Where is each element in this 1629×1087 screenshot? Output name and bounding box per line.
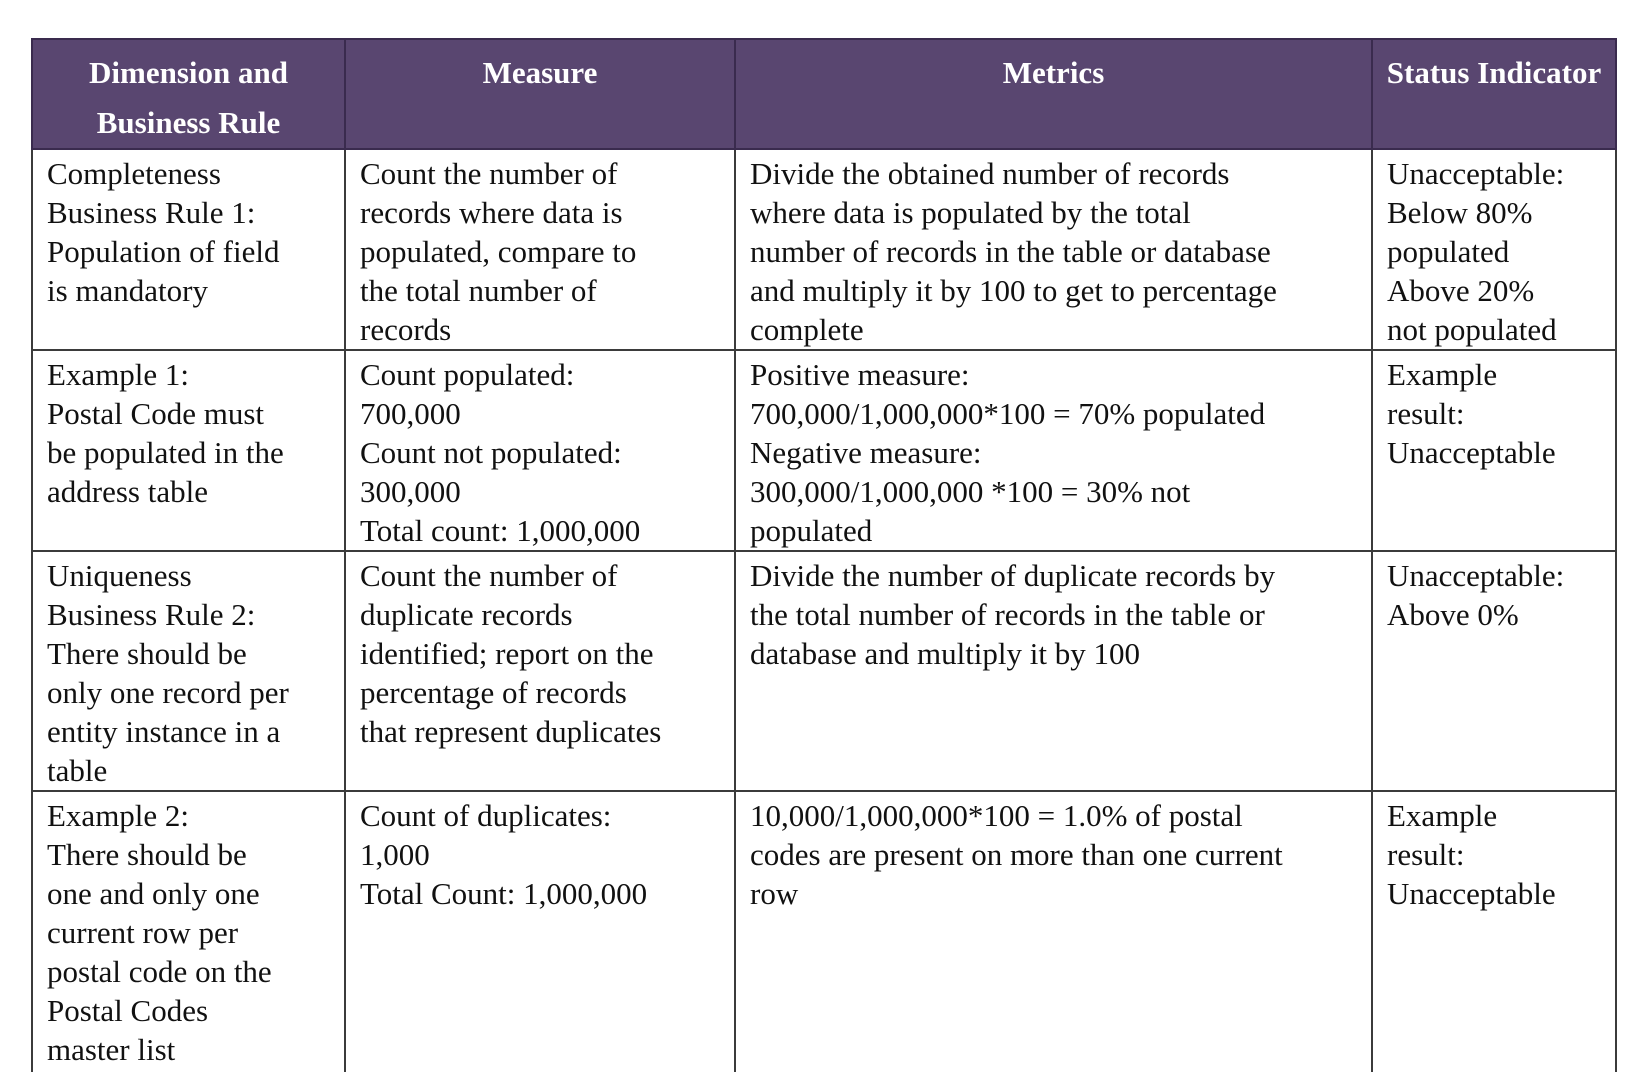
cell-status: Unacceptable: Above 0% [1372, 551, 1616, 791]
cell-measure: Count the number of duplicate records identified; report on the percentage of records that represent duplicates [345, 551, 735, 791]
table-row [32, 551, 1616, 791]
cell-metrics: Divide the obtained number of records where data is populated by the total number of records in the table or database and multiply it by 100 to get to percentage complete [735, 149, 1372, 350]
table-row [32, 149, 1616, 350]
header-row [32, 39, 1616, 149]
cell-dimension: Example 2: There should be one and only one current row per postal code on the Postal Codes master list [32, 791, 345, 1074]
table-row [32, 791, 1616, 1074]
header-metrics: Metrics [735, 39, 1372, 149]
header-dimension-business-rule: Dimension and Business Rule [32, 39, 345, 149]
cell-status: Unacceptable: Below 80% populated Above 20% not populated [1372, 149, 1616, 350]
cell-metrics: Divide the number of duplicate records by the total number of records in the table or database and multiply it by 100 [735, 551, 1372, 791]
cell-metrics: Positive measure: 700,000/1,000,000*100 = 70% populated Negative measure: 300,000/1,000,000 *100 = 30% not populated [735, 350, 1372, 551]
cell-measure: Count populated: 700,000 Count not populated: 300,000 Total count: 1,000,000 [345, 350, 735, 551]
page-bottom-edge [0, 1072, 1629, 1087]
cell-dimension: Uniqueness Business Rule 2: There should be only one record per entity instance in a table [32, 551, 345, 791]
cell-dimension: Example 1: Postal Code must be populated in the address table [32, 350, 345, 551]
table-header [32, 39, 1616, 149]
header-status-indicator: Status Indicator [1372, 39, 1616, 149]
cell-status: Example result: Unacceptable [1372, 791, 1616, 1074]
cell-metrics: 10,000/1,000,000*100 = 1.0% of postal codes are present on more than one current row [735, 791, 1372, 1074]
table-body [32, 149, 1616, 1085]
cell-measure: Count the number of records where data is populated, compare to the total number of records [345, 149, 735, 350]
table-row [32, 350, 1616, 551]
cell-status: Example result: Unacceptable [1372, 350, 1616, 551]
data-quality-rules-table [31, 38, 1617, 1085]
cell-dimension: Completeness Business Rule 1: Population of field is mandatory [32, 149, 345, 350]
cell-measure: Count of duplicates: 1,000 Total Count: 1,000,000 [345, 791, 735, 1074]
header-measure: Measure [345, 39, 735, 149]
